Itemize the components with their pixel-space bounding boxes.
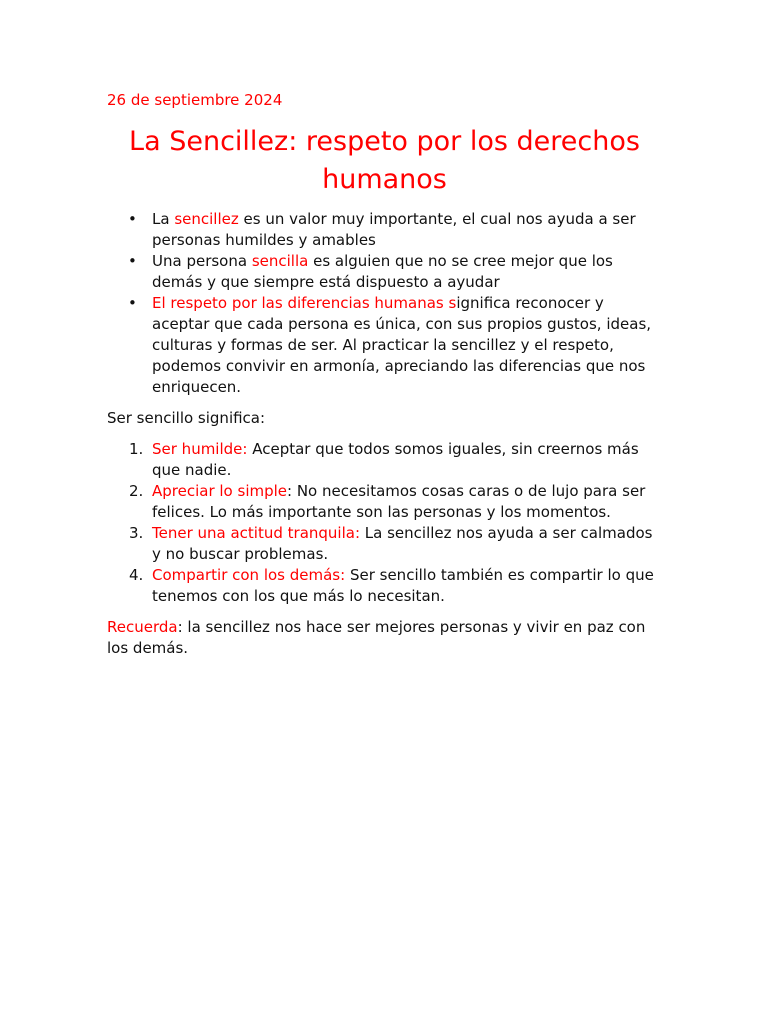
bullet-highlight: El respeto por las diferencias humanas s (152, 294, 457, 312)
note-text: : la sencillez nos hace ser mejores personas y vivir en paz con los demás. (107, 618, 646, 657)
list-number: 1. (129, 440, 144, 458)
bullet-text: es un valor muy importante, el cual nos ayuda a ser personas humildes y amables (152, 210, 636, 249)
bullet-text-pre: Una persona (152, 252, 252, 270)
bullet-text: ignifica reconocer y aceptar que cada persona es única, con sus propios gustos, ideas, culturas y formas de ser. Al practicar la sencillez y el respeto, podemos convivir en armonía, apreciando las diferencias que nos enriquecen. (152, 294, 652, 396)
bullet-text: es alguien que no se cree mejor que los demás y que siempre está dispuesto a ayudar (152, 252, 613, 291)
numbered-highlight: Tener una actitud tranquila: (152, 524, 361, 542)
numbered-item (129, 565, 662, 607)
numbered-item (129, 439, 662, 481)
list-number: 2. (129, 482, 144, 500)
numbered-text: Aceptar que todos somos iguales, sin creernos más que nadie. (152, 440, 639, 479)
bullet-list (107, 209, 662, 398)
intro-paragraph: Ser sencillo significa: (107, 409, 266, 427)
numbered-highlight: Compartir con los demás: (152, 566, 346, 584)
bullet-highlight: sencilla (251, 252, 309, 270)
bullet-highlight: sencillez (174, 210, 239, 228)
bullet-item (152, 251, 662, 293)
numbered-list (107, 439, 662, 607)
numbered-text: : No necesitamos cosas caras o de lujo para ser felices. Lo más importante son las personas y los momentos. (152, 482, 646, 521)
numbered-text: Ser sencillo también es compartir lo que tenemos con los que más lo necesitan. (152, 566, 654, 605)
document-date: 26 de septiembre 2024 (107, 91, 283, 109)
note-highlight: Recuerda (107, 618, 178, 636)
numbered-highlight: Ser humilde: (152, 440, 248, 458)
numbered-text: La sencillez nos ayuda a ser calmados y no buscar problemas. (152, 524, 653, 563)
numbered-item (129, 481, 662, 523)
document-page (107, 90, 662, 659)
bullet-item (152, 293, 662, 398)
closing-note (107, 617, 662, 659)
bullet-item (152, 209, 662, 251)
numbered-item (129, 523, 662, 565)
list-number: 4. (129, 566, 144, 584)
bullet-text-pre: La (152, 210, 175, 228)
document-title: La Sencillez: respeto por los derechos humanos (129, 126, 640, 195)
numbered-highlight: Apreciar lo simple (152, 482, 288, 500)
list-number: 3. (129, 524, 144, 542)
